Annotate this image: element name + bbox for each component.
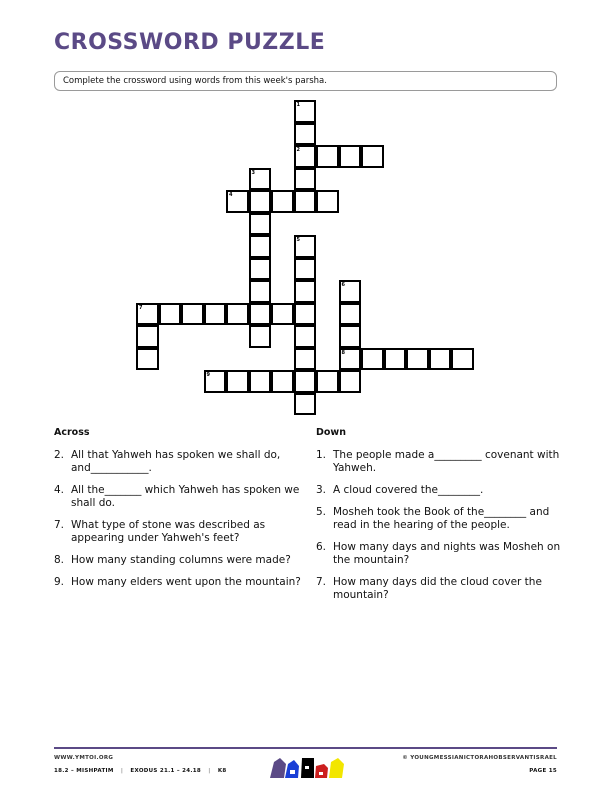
crossword-cell[interactable] [294,393,317,416]
across-clues [54,426,304,598]
crossword-cell[interactable] [294,370,317,393]
clue-text: How many days did the cloud cover the mountain? [333,576,542,601]
crossword-cell[interactable] [249,325,272,348]
crossword-grid [137,101,477,421]
crossword-cell[interactable] [294,168,317,191]
lesson-info [54,768,227,774]
crossword-cell[interactable] [361,348,384,371]
crossword-cell[interactable] [204,370,227,393]
clue-text: How many standing columns were made? [71,554,291,566]
crossword-cell[interactable] [361,145,384,168]
clue-item [316,541,561,567]
level-label: K8 [217,768,227,774]
clue-number-label: 5 [296,237,300,243]
clue-number: 3. [316,484,327,496]
crossword-cell[interactable] [249,280,272,303]
clue-number: 7. [54,519,65,531]
crossword-cell[interactable] [429,348,452,371]
scripture-label: EXODUS 21.1 – 24.18 [130,768,202,774]
crossword-cell[interactable] [294,303,317,326]
crossword-cell[interactable] [226,370,249,393]
crossword-cell[interactable] [271,190,294,213]
down-heading: Down [316,427,346,438]
clue-item [316,484,561,497]
clue-item [54,554,304,567]
crossword-cell[interactable] [249,190,272,213]
clue-number-label: 8 [341,349,345,356]
clue-number-label: 9 [206,372,210,378]
clue-text: How many elders went upon the mountain? [71,576,301,588]
crossword-cell[interactable] [339,145,362,168]
clue-number: 2. [54,449,65,461]
crossword-cell[interactable] [294,348,317,371]
crossword-cell[interactable] [406,348,429,371]
clue-text: A cloud covered the________. [333,484,484,496]
crossword-cell[interactable] [316,190,339,213]
clue-item [54,449,304,475]
crossword-cell[interactable] [271,303,294,326]
clue-number: 4. [54,484,65,496]
crossword-cell[interactable] [181,303,204,326]
crossword-cell[interactable] [316,145,339,168]
crossword-cell[interactable] [249,235,272,258]
clue-number: 8. [54,554,65,566]
separator: | [120,768,124,774]
crossword-cell[interactable] [451,348,474,371]
separator: | [208,768,211,774]
crossword-cell[interactable] [249,303,272,326]
clue-number-label: 2 [296,147,300,153]
clue-text: Mosheh took the Book of the________ and read in the hearing of the people. [333,506,550,531]
crossword-cell[interactable] [339,370,362,393]
crossword-cell[interactable] [249,168,272,191]
crossword-cell[interactable] [249,370,272,393]
footer-divider [54,747,557,749]
clue-number-label: 7 [139,304,143,311]
clue-text: What type of stone was described as appearing under Yahweh's feet? [71,519,266,544]
down-clues [316,426,561,611]
crossword-cell[interactable] [294,325,317,348]
crossword-cell[interactable] [249,258,272,281]
instructions-box: Complete the crossword using words from this week's parsha. [54,71,557,91]
clue-number: 9. [54,576,65,588]
across-heading: Across [54,427,90,438]
crossword-cell[interactable] [384,348,407,371]
lesson-label: 18.2 – MISHPATIM [54,768,114,774]
crossword-cell[interactable] [294,145,317,168]
clue-number-label: 1 [296,102,300,108]
crossword-cell[interactable] [339,325,362,348]
clue-text: All that Yahweh has spoken we shall do, and___________. [71,449,281,474]
clue-item [316,506,561,532]
clue-number: 1. [316,449,327,461]
crossword-cell[interactable] [294,190,317,213]
crossword-cell[interactable] [294,100,317,123]
crossword-cell[interactable] [339,348,362,371]
clue-number-label: 4 [229,192,233,198]
crossword-cell[interactable] [294,235,317,258]
clue-text: All the_______ which Yahweh has spoken we shall do. [71,484,300,509]
clue-item [316,576,561,602]
crossword-cell[interactable] [159,303,182,326]
crossword-cell[interactable] [226,190,249,213]
crossword-cell[interactable] [136,325,159,348]
page-number: PAGE 15 [529,768,557,774]
clue-number-label: 3 [251,169,255,176]
clue-item [54,484,304,510]
page-title: CROSSWORD PUZZLE [54,30,326,55]
crossword-cell[interactable] [294,123,317,146]
website-link[interactable]: WWW.YMTOI.ORG [54,755,114,761]
clue-number: 7. [316,576,327,588]
crossword-cell[interactable] [204,303,227,326]
crossword-cell[interactable] [294,280,317,303]
crossword-cell[interactable] [339,280,362,303]
clue-number: 5. [316,506,327,518]
clue-item [316,449,561,475]
crossword-cell[interactable] [226,303,249,326]
clue-number-label: 6 [341,282,345,288]
copyright-text: © YOUNGMESSIANICTORAHOBSERVANTISRAEL [402,755,557,761]
clue-text: The people made a_________ covenant with Yahweh. [333,449,560,474]
crossword-cell[interactable] [249,213,272,236]
clue-item [54,576,304,589]
crossword-cell[interactable] [136,303,159,326]
clue-number: 6. [316,541,327,553]
clue-item [54,519,304,545]
crossword-cell[interactable] [339,303,362,326]
crossword-cell[interactable] [316,370,339,393]
crossword-cell[interactable] [271,370,294,393]
crossword-cell[interactable] [294,258,317,281]
crossword-cell[interactable] [136,348,159,371]
clue-text: How many days and nights was Mosheh on the mountain? [333,541,561,566]
logo-icon [268,752,348,780]
